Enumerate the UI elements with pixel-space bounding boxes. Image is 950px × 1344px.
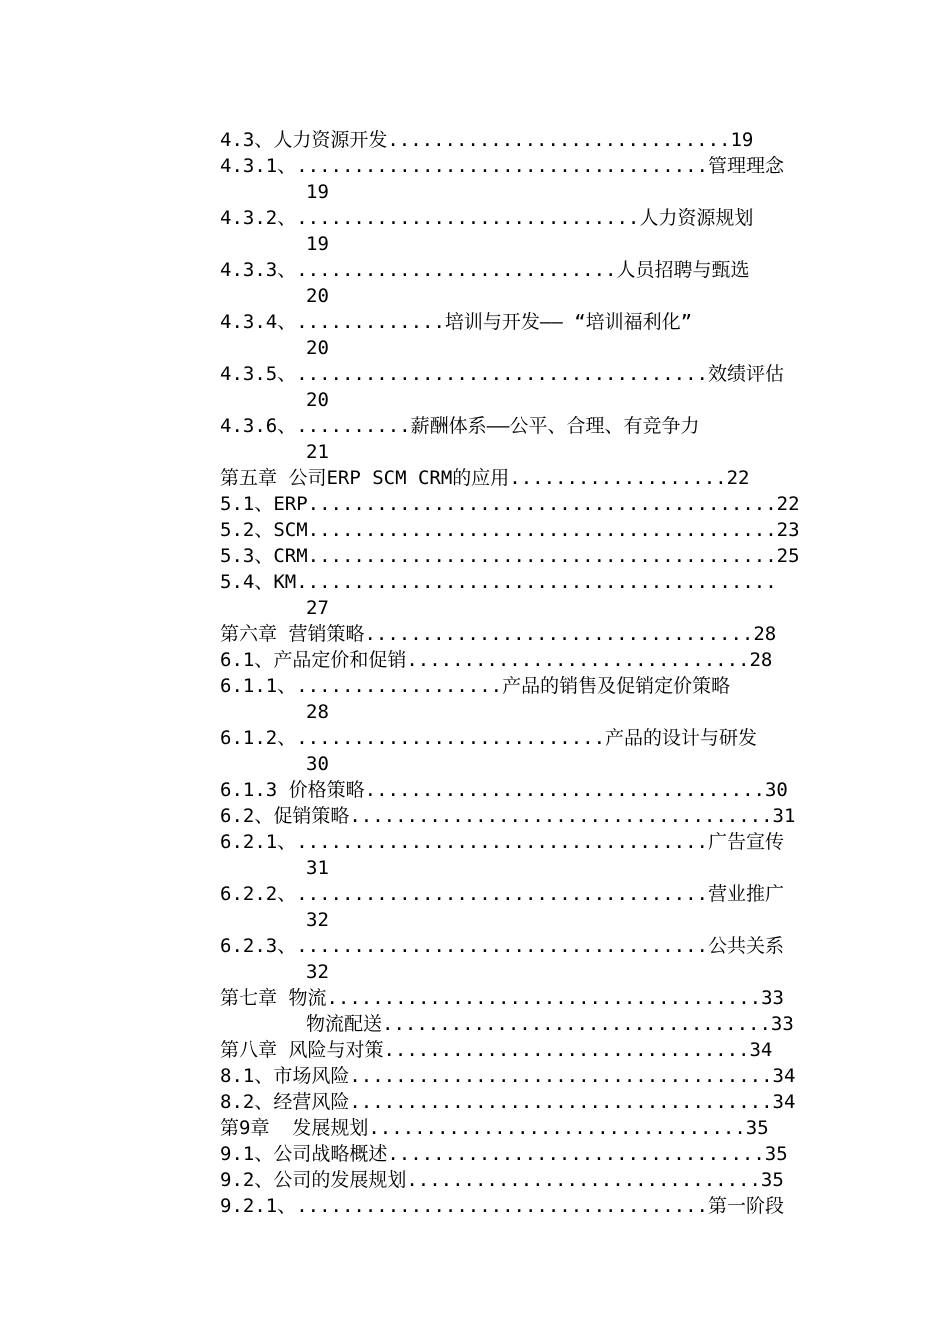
toc-page-number: 20 bbox=[306, 337, 329, 359]
toc-page-number: 19 bbox=[306, 233, 329, 255]
toc-entry[interactable]: 4.3、人力资源开发..............................19 bbox=[220, 129, 754, 151]
toc-entry[interactable]: 5.3、CRM.........................................25 bbox=[220, 545, 800, 567]
toc-entry[interactable]: 4.3.5、....................................效绩评估 bbox=[220, 363, 784, 385]
toc-entry[interactable]: 4.3.1、....................................管理理念 bbox=[220, 155, 784, 177]
toc-entry[interactable]: 6.1.2、...........................产品的设计与研发 bbox=[220, 727, 758, 749]
toc-entry[interactable]: 8.1、市场风险.....................................34 bbox=[220, 1065, 796, 1087]
toc-entry[interactable]: 4.3.4、.............培训与开发—— “培训福利化” bbox=[220, 311, 693, 333]
toc-page-number: 27 bbox=[306, 597, 329, 619]
table-of-contents bbox=[220, 127, 808, 1219]
toc-entry[interactable]: 6.2.2、....................................营业推广 bbox=[220, 883, 784, 905]
toc-entry[interactable]: 4.3.3、............................人员招聘与甄选 bbox=[220, 259, 750, 281]
toc-entry[interactable]: 9.2.1、....................................第一阶段 bbox=[220, 1195, 784, 1217]
toc-page-number: 20 bbox=[306, 389, 329, 411]
toc-page-number: 31 bbox=[306, 857, 329, 879]
toc-entry[interactable]: 5.4、KM.......................................... bbox=[220, 571, 777, 593]
toc-entry[interactable]: 5.1、ERP.........................................22 bbox=[220, 493, 800, 515]
toc-entry[interactable]: 9.2、公司的发展规划...............................35 bbox=[220, 1169, 784, 1191]
toc-entry[interactable]: 5.2、SCM.........................................23 bbox=[220, 519, 800, 541]
toc-entry[interactable]: 6.2、促销策略.....................................31 bbox=[220, 805, 796, 827]
toc-page-number: 28 bbox=[306, 701, 329, 723]
toc-entry[interactable]: 6.1.3 价格策略...................................30 bbox=[220, 779, 788, 801]
toc-chapter-entry[interactable]: 第五章 公司ERP SCM CRM的应用...................22 bbox=[220, 467, 750, 489]
toc-page-number: 19 bbox=[306, 181, 329, 203]
toc-entry[interactable]: 9.1、公司战略概述.................................35 bbox=[220, 1143, 788, 1165]
toc-entry[interactable]: 6.1、产品定价和促销..............................28 bbox=[220, 649, 773, 671]
toc-chapter-entry[interactable]: 第七章 物流......................................33 bbox=[220, 987, 784, 1009]
toc-entry[interactable]: 4.3.2、..............................人力资源规划 bbox=[220, 207, 754, 229]
toc-page-number: 32 bbox=[306, 909, 329, 931]
toc-page-number: 30 bbox=[306, 753, 329, 775]
toc-chapter-entry[interactable]: 第9章 发展规划.................................35 bbox=[220, 1117, 769, 1139]
toc-entry[interactable]: 物流配送..................................33 bbox=[306, 1013, 794, 1035]
toc-page-number: 21 bbox=[306, 441, 329, 463]
toc-page-number: 32 bbox=[306, 961, 329, 983]
toc-page-number: 20 bbox=[306, 285, 329, 307]
toc-entry[interactable]: 6.1.1、..................产品的销售及促销定价策略 bbox=[220, 675, 731, 697]
toc-entry[interactable]: 6.2.1、....................................广告宣传 bbox=[220, 831, 784, 853]
toc-chapter-entry[interactable]: 第八章 风险与对策................................34 bbox=[220, 1039, 773, 1061]
toc-entry[interactable]: 4.3.6、..........薪酬体系——公平、合理、有竞争力 bbox=[220, 415, 700, 437]
toc-chapter-entry[interactable]: 第六章 营销策略..................................28 bbox=[220, 623, 777, 645]
toc-entry[interactable]: 6.2.3、....................................公共关系 bbox=[220, 935, 784, 957]
toc-entry[interactable]: 8.2、经营风险.....................................34 bbox=[220, 1091, 796, 1113]
